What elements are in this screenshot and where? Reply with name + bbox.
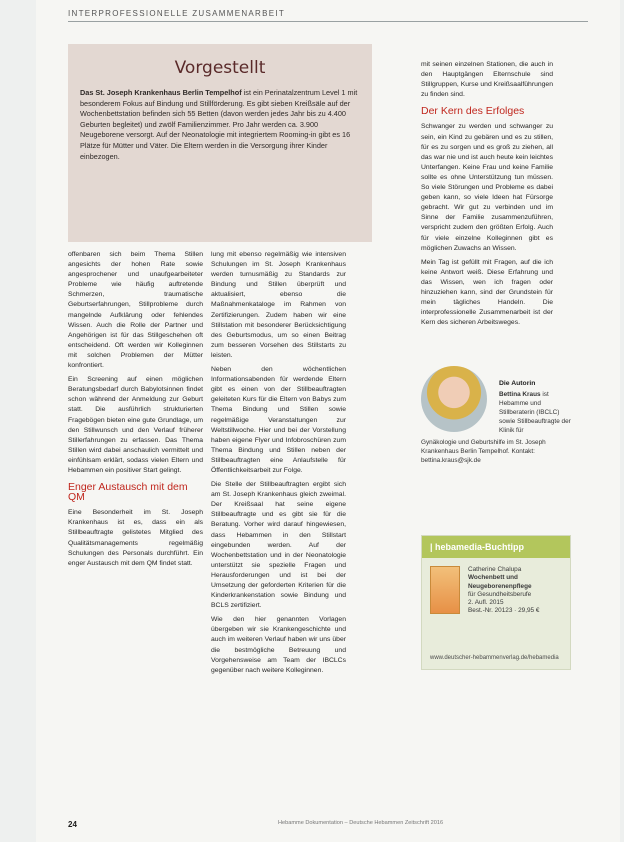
column-paragraph: Schwanger zu werden und schwanger zu sein, ein Kind zu gebären und es zu stillen, für es zu sorgen und es groß zu ziehen, all das war nie und ist auch heute kein leichtes Unterfangen. Keine Frau und keine Familie sollte es ohne Unterstützung tun müssen. So viele Störungen und Probleme es dabei geben kann, so viele Ideen hat Fürsorge gebracht. Wir gut zu verbinden und im Sinne der Familie zusammenzuführen, verspricht zudem den größten Erfolg. Auch für viele einzelne Kolleginnen gibt es möglichen Zuwachs an Wissen. — [421, 123, 553, 252]
ad-price: Best.-Nr. 20123 · 29,95 € — [468, 607, 540, 615]
box-title: Vorgestellt — [174, 58, 266, 78]
ad-header: | hebamedia-Buchtipp — [422, 536, 570, 558]
ad-title: Wochenbett und Neugeborenenpflege — [468, 574, 532, 590]
section-heading: Enger Austausch mit dem QM — [68, 481, 188, 504]
footer-text: Hebamme Dokumentation – Deutsche Hebammen Zeitschrift 2016 — [278, 820, 444, 826]
section-label: INTERPROFESSIONELLE ZUSAMMENARBEIT — [68, 9, 286, 18]
section-heading: Der Kern des Erfolges — [421, 105, 525, 118]
box-lead: Das St. Joseph Krankenhaus Berlin Tempelhof — [80, 88, 242, 97]
book-cover — [430, 566, 460, 614]
author-photo — [421, 366, 487, 432]
column-paragraph: Ein Screening auf einen möglichen Beratungsbedarf durch Babylotsinnen findet schon während der Anmeldung zur Geburt statt. Die ausführlich strukturierten Fragebögen bieten eine gute Grundlage, um den Stillwunsch und den Verlauf früherer Stillerfahrungen zu erfassen. Das Thema Stillen wird dabei anschaulich vermittelt und einfühlsam erklärt, sodass vielen Eltern und Hebammen ein positiver Start gelingt. — [68, 376, 203, 474]
author-desc: ist Hebamme und Stillberaterin (IBCLC) sowie Stillbeauftragte der Klinik für — [499, 391, 571, 435]
column-paragraph: Eine Besonderheit im St. Joseph Krankenhaus ist es, dass ein als Stillbeauftragte gelistetes Mitglied des Qualitätsmanagements regelmäßig Schulungen des Personals durchführt. Ein enger Austausch mit dem QM findet statt. — [68, 509, 203, 567]
column-paragraph: offenbaren sich beim Thema Stillen angesichts der hohen Rate sowie angesprochener und unaufgearbeiteter Probleme wie häufig auftretende Schmerzen, traumatische Geburtserfahrungen, Stillprobleme durch mangelnde Aufklärung oder fehlendes Wissen. Auch die Rolle der Partner und Angehörigen ist für das Stillgeschehen oft entscheidend. Oft werden wir Kolleginnen mit solchen Problemen der Mütter konfrontiert. — [68, 251, 203, 370]
column-2 — [211, 250, 346, 810]
column-3 — [421, 60, 553, 360]
column-paragraph: Mein Tag ist gefüllt mit Fragen, auf die ich keine Antwort weiß. Diese Erfahrung und das Wissen, wen ich fragen oder hinzuziehen kann, sind der Grundstein für mein tägliches Handeln. Die interprofessionelle Zusammenarbeit ist der Kern des sicheren Arbeitsweges. — [421, 258, 553, 327]
ad-subtitle: für Gesundheitsberufe — [468, 590, 532, 598]
ad-details — [468, 566, 566, 616]
ad-link[interactable]: www.deutscher-hebammenverlag.de/hebamedia — [430, 655, 559, 661]
column-paragraph: Die Stelle der Stillbeauftragten ergibt sich am St. Joseph Krankenhaus gleich zweimal. Der Kreißsaal hat seine eigene Stillbeauftragte und es gibt sie für die Beratung. Vorher wird darauf hingewiesen, dass Hebammen in den Stillstart eingebunden werden. Auf der Wochenbettstation und in der Neonatologie unterstützt sie spezielle Fragen und Herausforderungen und ist bei der Umsetzung der geforderten Kriterien für die Kinderkrankenstation sowie Bindung und BCLS zertifiziert. — [211, 481, 346, 610]
page-number: 24 — [68, 820, 77, 829]
column-1 — [68, 250, 203, 810]
box-body: ist ein Perinatalzentrum Level 1 mit besonderem Fokus auf Bindung und Stillförderung. Es gibt sieben Kreißsäle auf der Wochenbettstation befinden sich 55 Betten (davon werden jedes Jahr bis zu 4.400 Geburten begleitet) und zwölf Familienzimmer. Pro Jahr werden ca. 3.900 Neugeborene versorgt. Auf der Neonatologie mit integriertem Rooming-in gibt es 16 Plätze für Mütter und Väter. Die Eltern werden in die Versorgung ihrer Kinder einbezogen. — [80, 88, 358, 161]
header-rule — [68, 21, 588, 22]
author-box — [421, 366, 581, 506]
author-text — [499, 390, 574, 435]
box-text — [80, 88, 360, 162]
column-paragraph: lung mit ebenso regelmäßig wie intensiven Schulungen im St. Joseph Krankenhaus werden turnusmäßig zu Standards zur Bindung und Stillen überprüft und aktualisiert, ebenso die Maßnahmenkataloge im Rahmen von Zertifizierungen. Zudem haben wir eine Stillstation mit besonderer Berücksichtigung des Geburtsmodus, um so einen Beitrag zum besseren Vorsehen des Stillstarts zu leisten. — [211, 251, 346, 359]
column-paragraph: Neben den wöchentlichen Informationsabenden für werdende Eltern gibt es einen von der Stillbeauftragten geleiteten Kurs für die Eltern von Babys zum Thema Bindung und Stillen sowie regelmäßige Veranstaltungen zur Weltstillwoche. Hier und bei der Vorstellung haben eigene Flyer und Infobroschüren zum Thema Bindung und Stillen neben der Stillbeauftragten eine Anlaufstelle für Öffentlichkeitsarbeit zur Folge. — [211, 366, 346, 474]
info-box — [68, 44, 372, 242]
book-ad[interactable] — [421, 535, 571, 670]
ad-edition: 2. Aufl. 2015 — [468, 599, 504, 607]
author-bottom: Gynäkologie und Geburtshilfe im St. Joseph Krankenhaus Berlin Tempelhof. Kontakt: bettina.kraus@sjk.de — [421, 439, 546, 465]
author-name: Bettina Kraus — [499, 391, 541, 398]
author-label: Die Autorin — [499, 380, 536, 387]
column-paragraph: mit seinen einzelnen Stationen, die auch in den Hauptgängen Elternschule sind Stillgruppen, Kurse und Kreißsaalführungen zu finden sind. — [421, 61, 553, 99]
ad-author: Catherine Chalupa — [468, 566, 522, 573]
column-paragraph: Wie den hier genannten Vorlagen übergeben wir sie Krankengeschichte und auch im weiteren Verlauf haben wir uns über die bestmögliche Betreuung und Vorgehensweise am Team der IBCLCs gegenüber nach weitere Kolleginnen. — [211, 616, 346, 674]
